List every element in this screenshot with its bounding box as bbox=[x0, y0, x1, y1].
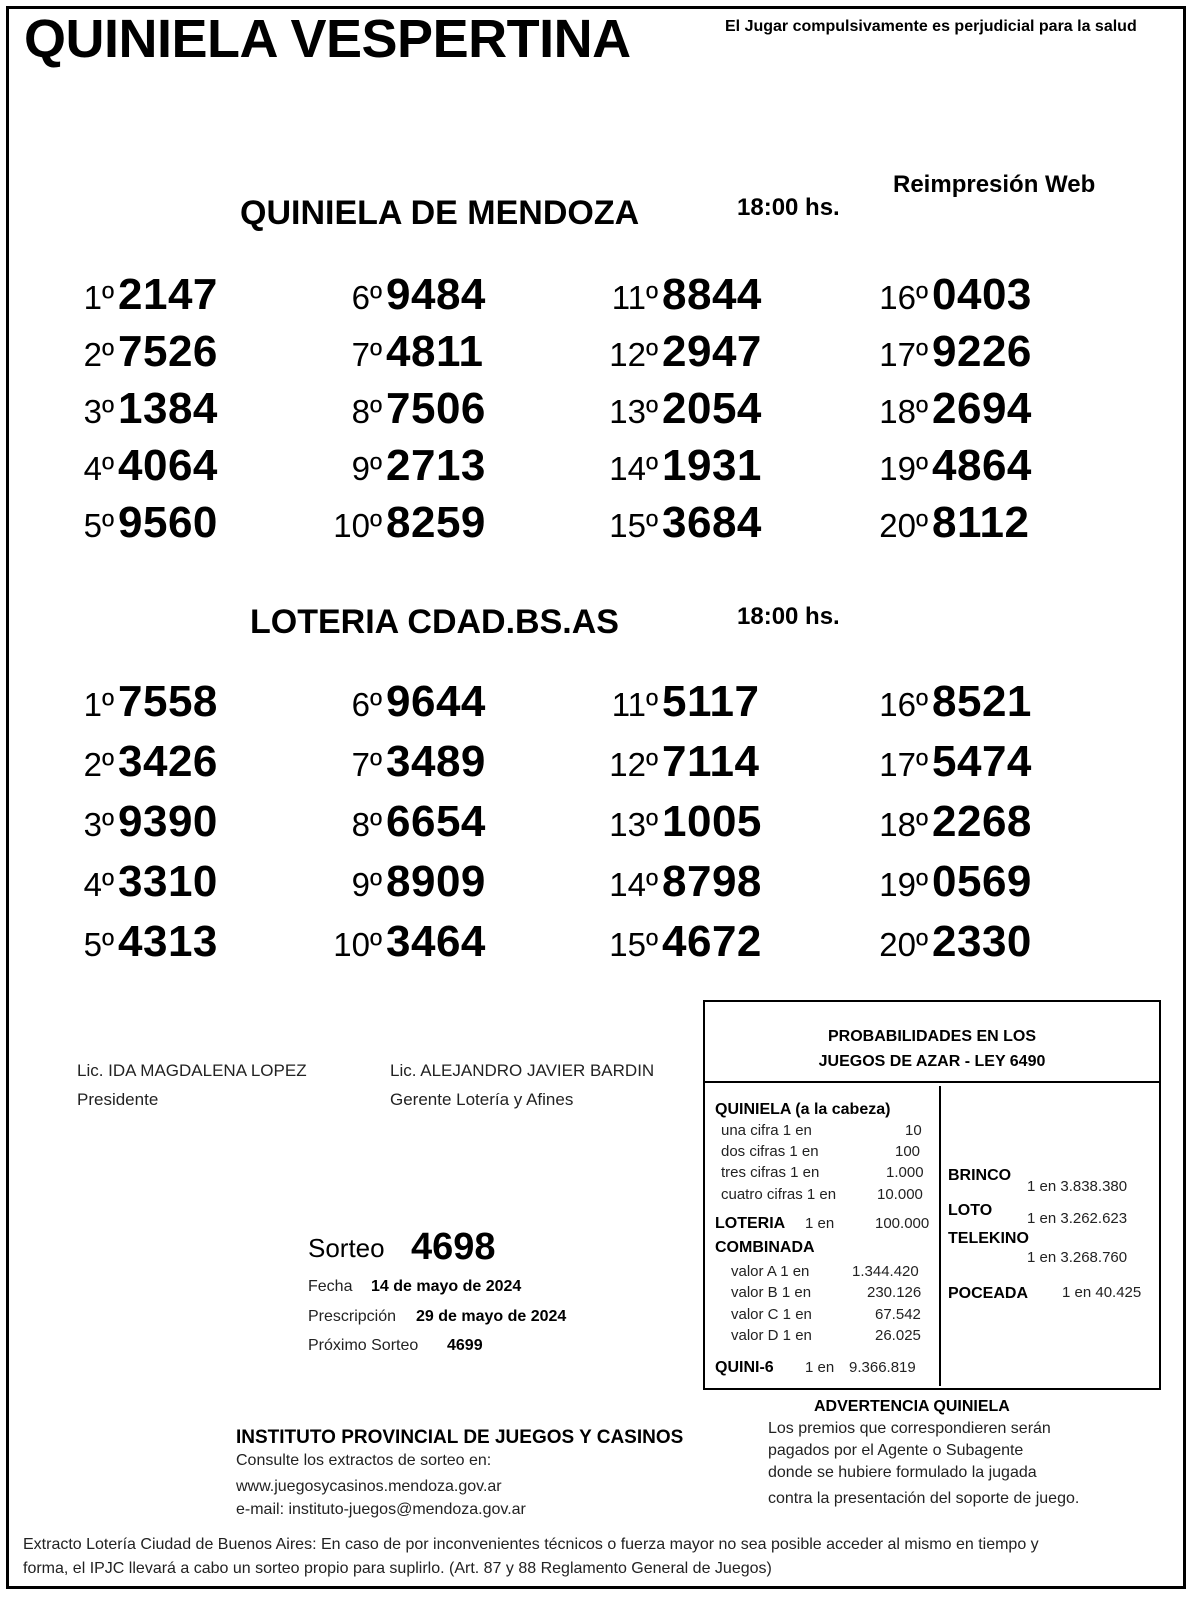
probabilities-header-line1: PROBABILIDADES EN LOS bbox=[827, 1028, 1036, 1045]
prob-q4-label: cuatro cifras 1 en bbox=[721, 1186, 837, 1203]
mendoza-time: 18:00 hs. bbox=[737, 194, 840, 221]
reprint-label: Reimpresión Web bbox=[893, 171, 1096, 198]
result-bsas-14 bbox=[600, 857, 800, 907]
result-position: 10º bbox=[333, 926, 382, 963]
result-number: 8798 bbox=[662, 857, 762, 906]
signature-left-role: Presidente bbox=[77, 1090, 159, 1109]
prob-cc-value: 67.542 bbox=[875, 1306, 921, 1323]
combinada-prob-title: COMBINADA bbox=[715, 1239, 815, 1256]
result-number: 3489 bbox=[386, 737, 486, 786]
poceada-prob-value: 1 en 40.425 bbox=[1062, 1284, 1142, 1301]
draw-expiry-label: Prescripción bbox=[308, 1308, 397, 1325]
prob-cd-label: valor D 1 en bbox=[731, 1327, 812, 1344]
result-position: 14º bbox=[609, 450, 658, 487]
result-mendoza-8 bbox=[330, 384, 530, 434]
result-position: 19º bbox=[879, 866, 928, 903]
prob-ca-label: valor A 1 en bbox=[731, 1263, 810, 1280]
prob-ca-value: 1.344.420 bbox=[852, 1263, 919, 1280]
result-mendoza-18 bbox=[870, 384, 1070, 434]
result-number: 1384 bbox=[118, 384, 218, 433]
advertencia-line1: Los premios que correspondieren serán bbox=[768, 1420, 1051, 1437]
result-mendoza-14 bbox=[600, 441, 800, 491]
result-number: 7558 bbox=[118, 677, 218, 726]
institute-line1: Consulte los extractos de sorteo en: bbox=[236, 1452, 492, 1469]
result-bsas-4 bbox=[62, 857, 262, 907]
result-number: 2713 bbox=[386, 441, 486, 490]
result-mendoza-12 bbox=[600, 327, 800, 377]
prob-q1-label: una cifra 1 en bbox=[721, 1122, 812, 1139]
result-position: 8º bbox=[351, 393, 382, 430]
result-position: 18º bbox=[879, 393, 928, 430]
loteria-prob-title: LOTERIA bbox=[715, 1215, 786, 1232]
result-mendoza-13 bbox=[600, 384, 800, 434]
result-number: 4313 bbox=[118, 917, 218, 966]
institute-name: INSTITUTO PROVINCIAL DE JUEGOS Y CASINOS bbox=[236, 1427, 684, 1448]
quini6-prob-label: 1 en bbox=[805, 1359, 835, 1376]
result-mendoza-10 bbox=[330, 498, 530, 548]
result-mendoza-3 bbox=[62, 384, 262, 434]
result-position: 13º bbox=[609, 393, 658, 430]
result-bsas-12 bbox=[600, 737, 800, 787]
result-number: 1005 bbox=[662, 797, 762, 846]
institute-website: www.juegosycasinos.mendoza.gov.ar bbox=[236, 1478, 502, 1495]
result-number: 5117 bbox=[662, 677, 760, 726]
result-bsas-16 bbox=[870, 677, 1070, 727]
result-number: 9484 bbox=[386, 270, 486, 319]
loto-prob-value: 1 en 3.262.623 bbox=[1027, 1210, 1128, 1227]
poceada-prob-title: POCEADA bbox=[948, 1285, 1029, 1302]
footnote-line1: Extracto Lotería Ciudad de Buenos Aires: En caso de por inconvenientes técnicos o fuerza mayor no sea posible acceder al mismo en tiempo y bbox=[23, 1536, 1039, 1553]
result-number: 3310 bbox=[118, 857, 218, 906]
draw-date-label: Fecha bbox=[308, 1278, 353, 1295]
result-position: 2º bbox=[83, 746, 114, 783]
result-position: 7º bbox=[351, 336, 382, 373]
probabilities-header bbox=[705, 1002, 1159, 1083]
result-number: 2147 bbox=[118, 270, 218, 319]
result-position: 9º bbox=[351, 866, 382, 903]
prob-cd-value: 26.025 bbox=[875, 1327, 921, 1344]
result-position: 20º bbox=[879, 507, 928, 544]
quiniela-prob-title: QUINIELA (a la cabeza) bbox=[715, 1101, 891, 1118]
page-title: QUINIELA VESPERTINA bbox=[24, 9, 631, 69]
result-position: 20º bbox=[879, 926, 928, 963]
result-position: 16º bbox=[879, 686, 928, 723]
prob-q2-value: 100 bbox=[895, 1143, 921, 1160]
signature-right-role: Gerente Lotería y Afines bbox=[390, 1090, 574, 1109]
result-number: 2054 bbox=[662, 384, 762, 433]
result-bsas-11 bbox=[600, 677, 800, 727]
loteria-prob-label: 1 en bbox=[805, 1215, 835, 1232]
advertencia-line4: contra la presentación del soporte de juego. bbox=[768, 1490, 1080, 1507]
result-mendoza-2 bbox=[62, 327, 262, 377]
result-position: 15º bbox=[609, 926, 658, 963]
result-number: 3464 bbox=[386, 917, 486, 966]
next-draw-label: Próximo Sorteo bbox=[308, 1337, 419, 1354]
result-position: 6º bbox=[351, 279, 382, 316]
draw-number: 4698 bbox=[411, 1226, 496, 1268]
result-bsas-7 bbox=[330, 737, 530, 787]
result-position: 1º bbox=[83, 686, 114, 723]
result-bsas-13 bbox=[600, 797, 800, 847]
mendoza-title: QUINIELA DE MENDOZA bbox=[240, 194, 640, 232]
result-number: 2694 bbox=[932, 384, 1032, 433]
result-position: 12º bbox=[609, 336, 658, 373]
prob-q3-label: tres cifras 1 en bbox=[721, 1164, 820, 1181]
result-mendoza-5 bbox=[62, 498, 262, 548]
probabilities-box bbox=[703, 1000, 1161, 1390]
quini6-prob-value: 9.366.819 bbox=[849, 1359, 916, 1376]
result-number: 7506 bbox=[386, 384, 486, 433]
result-position: 15º bbox=[609, 507, 658, 544]
result-number: 8259 bbox=[386, 498, 486, 547]
result-position: 13º bbox=[609, 806, 658, 843]
prob-q1-value: 10 bbox=[905, 1122, 922, 1139]
result-position: 8º bbox=[351, 806, 382, 843]
prob-cc-label: valor C 1 en bbox=[731, 1306, 812, 1323]
result-number: 4064 bbox=[118, 441, 218, 490]
result-number: 2947 bbox=[662, 327, 762, 376]
result-bsas-18 bbox=[870, 797, 1070, 847]
prob-cb-value: 230.126 bbox=[867, 1284, 922, 1301]
result-number: 3426 bbox=[118, 737, 218, 786]
result-number: 6654 bbox=[386, 797, 486, 846]
result-number: 7526 bbox=[118, 327, 218, 376]
result-mendoza-15 bbox=[600, 498, 800, 548]
result-position: 7º bbox=[351, 746, 382, 783]
result-bsas-8 bbox=[330, 797, 530, 847]
result-number: 0403 bbox=[932, 270, 1032, 319]
health-warning: El Jugar compulsivamente es perjudicial para la salud bbox=[725, 18, 1137, 35]
result-position: 5º bbox=[83, 507, 114, 544]
result-mendoza-17 bbox=[870, 327, 1070, 377]
result-position: 1º bbox=[83, 279, 114, 316]
telekino-prob-title: TELEKINO bbox=[948, 1230, 1029, 1247]
result-bsas-3 bbox=[62, 797, 262, 847]
result-number: 9226 bbox=[932, 327, 1032, 376]
result-mendoza-11 bbox=[600, 270, 800, 320]
result-position: 10º bbox=[333, 507, 382, 544]
result-number: 8112 bbox=[932, 498, 1030, 547]
result-position: 14º bbox=[609, 866, 658, 903]
loto-prob-title: LOTO bbox=[948, 1202, 993, 1219]
result-bsas-15 bbox=[600, 917, 800, 967]
result-number: 7114 bbox=[662, 737, 760, 786]
result-number: 2330 bbox=[932, 917, 1032, 966]
next-draw-number: 4699 bbox=[447, 1337, 483, 1354]
result-position: 3º bbox=[83, 806, 114, 843]
draw-expiry: 29 de mayo de 2024 bbox=[416, 1308, 567, 1325]
prob-q3-value: 1.000 bbox=[886, 1164, 924, 1181]
result-position: 11º bbox=[611, 279, 658, 316]
result-mendoza-4 bbox=[62, 441, 262, 491]
result-mendoza-19 bbox=[870, 441, 1070, 491]
result-number: 8909 bbox=[386, 857, 486, 906]
result-position: 12º bbox=[609, 746, 658, 783]
telekino-prob-value: 1 en 3.268.760 bbox=[1027, 1249, 1128, 1266]
result-number: 9560 bbox=[118, 498, 218, 547]
result-bsas-20 bbox=[870, 917, 1070, 967]
result-number: 4864 bbox=[932, 441, 1032, 490]
result-bsas-19 bbox=[870, 857, 1070, 907]
brinco-prob-title: BRINCO bbox=[948, 1167, 1012, 1184]
brinco-prob-value: 1 en 3.838.380 bbox=[1027, 1178, 1128, 1195]
result-position: 2º bbox=[83, 336, 114, 373]
draw-date: 14 de mayo de 2024 bbox=[371, 1278, 522, 1295]
signature-left-name: Lic. IDA MAGDALENA LOPEZ bbox=[77, 1061, 307, 1080]
result-number: 4811 bbox=[386, 327, 484, 376]
result-number: 1931 bbox=[662, 441, 762, 490]
result-position: 9º bbox=[351, 450, 382, 487]
institute-email: e-mail: instituto-juegos@mendoza.gov.ar bbox=[236, 1501, 526, 1518]
result-number: 8521 bbox=[932, 677, 1032, 726]
result-position: 5º bbox=[83, 926, 114, 963]
result-mendoza-1 bbox=[62, 270, 262, 320]
result-number: 3684 bbox=[662, 498, 762, 547]
result-position: 4º bbox=[83, 866, 114, 903]
result-position: 18º bbox=[879, 806, 928, 843]
result-position: 17º bbox=[879, 746, 928, 783]
result-number: 9390 bbox=[118, 797, 218, 846]
prob-cb-label: valor B 1 en bbox=[731, 1284, 812, 1301]
result-number: 9644 bbox=[386, 677, 486, 726]
prob-q2-label: dos cifras 1 en bbox=[721, 1143, 819, 1160]
loteria-prob-value: 100.000 bbox=[875, 1215, 930, 1232]
footnote-line2: forma, el IPJC llevará a cabo un sorteo propio para suplirlo. (Art. 87 y 88 Reglamento General de Juegos) bbox=[23, 1560, 772, 1577]
result-position: 16º bbox=[879, 279, 928, 316]
quini6-prob-title: QUINI-6 bbox=[715, 1359, 774, 1376]
result-number: 0569 bbox=[932, 857, 1032, 906]
result-mendoza-6 bbox=[330, 270, 530, 320]
result-bsas-2 bbox=[62, 737, 262, 787]
result-bsas-10 bbox=[330, 917, 530, 967]
result-bsas-1 bbox=[62, 677, 262, 727]
result-mendoza-20 bbox=[870, 498, 1070, 548]
result-position: 17º bbox=[879, 336, 928, 373]
result-bsas-6 bbox=[330, 677, 530, 727]
draw-label: Sorteo bbox=[308, 1233, 385, 1263]
result-position: 19º bbox=[879, 450, 928, 487]
result-number: 4672 bbox=[662, 917, 762, 966]
result-position: 6º bbox=[351, 686, 382, 723]
signature-right-name: Lic. ALEJANDRO JAVIER BARDIN bbox=[390, 1061, 655, 1080]
result-number: 8844 bbox=[662, 270, 762, 319]
result-position: 3º bbox=[83, 393, 114, 430]
advertencia-line2: pagados por el Agente o Subagente bbox=[768, 1442, 1024, 1459]
result-position: 11º bbox=[611, 686, 658, 723]
bsas-time: 18:00 hs. bbox=[737, 603, 840, 630]
result-bsas-9 bbox=[330, 857, 530, 907]
result-bsas-5 bbox=[62, 917, 262, 967]
result-mendoza-7 bbox=[330, 327, 530, 377]
result-bsas-17 bbox=[870, 737, 1070, 787]
result-mendoza-16 bbox=[870, 270, 1070, 320]
result-position: 4º bbox=[83, 450, 114, 487]
result-number: 2268 bbox=[932, 797, 1032, 846]
result-mendoza-9 bbox=[330, 441, 530, 491]
probabilities-header-line2: JUEGOS DE AZAR - LEY 6490 bbox=[818, 1053, 1046, 1070]
advertencia-title: ADVERTENCIA QUINIELA bbox=[814, 1398, 1010, 1415]
bsas-title: LOTERIA CDAD.BS.AS bbox=[250, 603, 619, 641]
result-number: 5474 bbox=[932, 737, 1032, 786]
prob-q4-value: 10.000 bbox=[877, 1186, 923, 1203]
advertencia-line3: donde se hubiere formulado la jugada bbox=[768, 1464, 1037, 1481]
